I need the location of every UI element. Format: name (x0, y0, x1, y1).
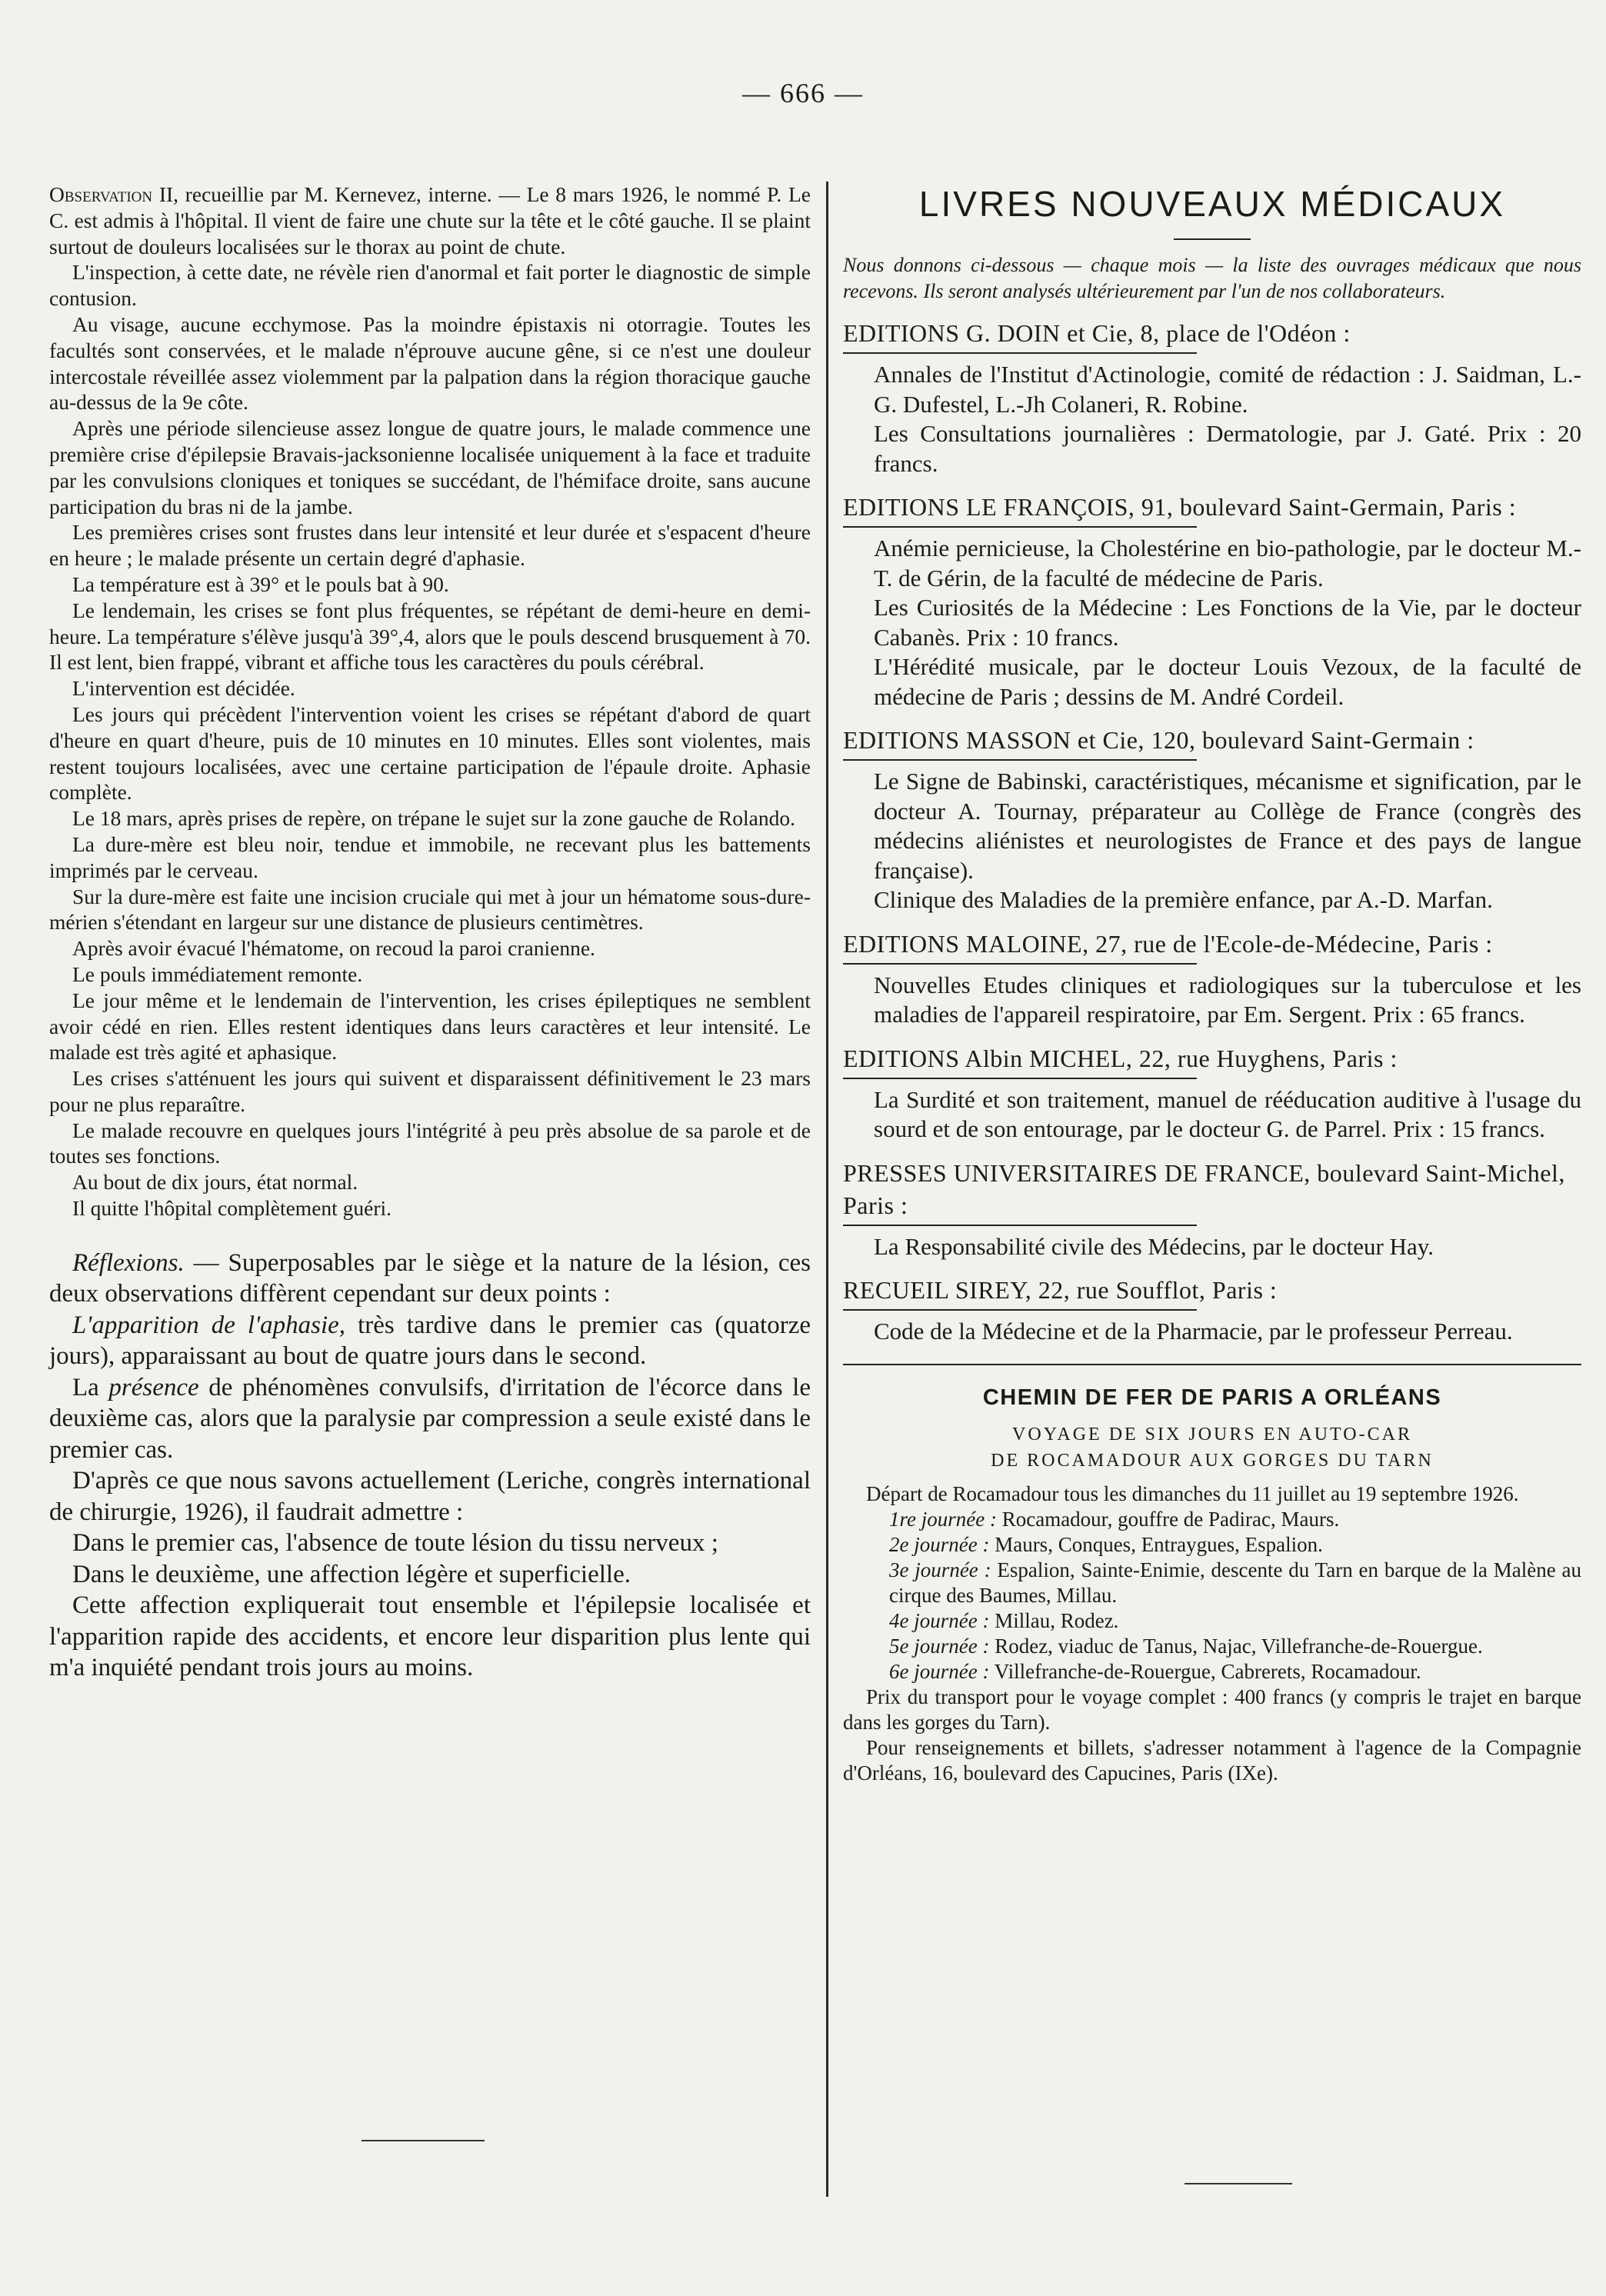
paragraph-text: Les crises s'atténuent les jours qui suivent et disparaissent définitivement le 23 mars pour ne plus reparaître. (49, 1066, 811, 1116)
book-entry: La Surdité et son traitement, manuel de rééducation auditive à l'usage du sourd et de son entourage, par le docteur G. de Parrel. Prix : 15 francs. (874, 1085, 1581, 1142)
reflexion-lead: Réflexions. (72, 1248, 185, 1277)
paragraph-text: Le 18 mars, après prises de repère, on trépane le sujet sur la zone gauche de Rolando. (72, 806, 795, 831)
paragraph-text: L'intervention est décidée. (72, 676, 295, 701)
left-column (49, 182, 811, 1684)
paragraph-text: Le pouls immédiatement remonte. (72, 961, 363, 986)
book-entry: Nouvelles Etudes cliniques et radiologiques sur la tuberculose et les maladies de l'appareil respiratoire, par Em. Sergent. Prix : 65 francs. (874, 971, 1581, 1028)
railway-title: CHEMIN DE FER DE PARIS A ORLÉANS (982, 1385, 1442, 1410)
day-text: Rodez, viaduc de Tanus, Najac, Villefranche-de-Rouergue. (989, 1634, 1483, 1658)
edition-publisher: EDITIONS LE FRANÇOIS, 91, boulevard Saint-Germain, Paris : (843, 493, 1517, 521)
railway-depart: Départ de Rocamadour tous les dimanches du 11 juillet au 19 septembre 1926. (866, 1481, 1519, 1505)
observation-paragraph (49, 988, 811, 1065)
editions-list (843, 317, 1581, 1347)
itinerary-day (843, 1507, 1581, 1532)
itinerary-day (843, 1532, 1581, 1558)
paragraph-text: Le jour même et le lendemain de l'intervention, les crises épileptiques ne semblent avoir cédé en rien. Elles restent identiques dans leurs caractères et leur intensité. Le malade est très agité et aphasique. (49, 988, 811, 1065)
observation-paragraph (49, 259, 811, 312)
edition-block (843, 491, 1581, 711)
railway-subtitle-2: DE ROCAMADOUR AUX GORGES DU TARN (991, 1450, 1434, 1471)
edition-block (843, 317, 1581, 478)
observation-paragraph (49, 1065, 811, 1118)
railway-advert (843, 1385, 1581, 1786)
observation-paragraph (49, 805, 811, 831)
publisher-underline (843, 1309, 1197, 1311)
observation-paragraph (49, 598, 811, 675)
observation-paragraph (49, 1195, 811, 1221)
observation-paragraph (49, 675, 811, 701)
day-label: 2e journée : (889, 1532, 990, 1556)
day-text: Espalion, Sainte-Enimie, descente du Tarn en barque de la Malène au cirque des Baumes, Millau. (889, 1558, 1582, 1607)
day-label: 5e journée : (889, 1634, 990, 1658)
paragraph-text: Après avoir évacué l'hématome, on recoud la paroi cranienne. (72, 936, 595, 961)
column-divider (826, 182, 828, 2197)
reflexion-text: Cette affection expliquerait tout ensemble et l'épilepsie localisée et l'apparition rapide des accidents, et encore leur disparition plus lente qui m'a inquiété pendant trois jours au moins. (49, 1591, 811, 1682)
reflexion-paragraph (49, 1528, 811, 1559)
paragraph-text: Au visage, aucune ecchymose. Pas la moindre épistaxis ni otorragie. Toutes les facultés sont conservées, et le malade n'éprouve aucune gêne, si ce n'est une douleur intercostale réveillée assez violemment par la palpation dans la région thoracique gauche au-dessus de la 9e côte. (49, 312, 811, 415)
publisher-underline (843, 963, 1197, 965)
book-entry: Clinique des Maladies de la première enfance, par A.-D. Marfan. (874, 886, 1493, 913)
reflexion-lead: présence (108, 1373, 199, 1401)
edition-publisher: EDITIONS MASSON et Cie, 120, boulevard Saint-Germain : (843, 726, 1474, 754)
book-entry: Annales de l'Institut d'Actinologie, comité de rédaction : J. Saidman, L.-G. Dufestel, L.-Jh Colaneri, R. Robine. (874, 361, 1581, 418)
paragraph-text: Il quitte l'hôpital complètement guéri. (72, 1196, 392, 1221)
paragraph-text: Les premières crises sont frustes dans leur intensité et leur durée et s'espacent d'heure en heure ; le malade présente un certain degré d'aphasie. (49, 520, 811, 571)
day-label: 6e journée : (889, 1659, 990, 1683)
edition-books (843, 1085, 1581, 1145)
paragraph-text: La dure-mère est bleu noir, tendue et immobile, ne recevant plus les battements imprimés par le cerveau. (49, 831, 811, 882)
reflexion-pre: La (72, 1373, 109, 1401)
edition-publisher: PRESSES UNIVERSITAIRES DE FRANCE, boulevard Saint-Michel, Paris : (843, 1158, 1565, 1219)
advert-divider (843, 1364, 1581, 1365)
section-intro: Nous donnons ci-dessous — chaque mois — la liste des ouvrages médicaux que nous recevons. Ils seront analysés ultérieurement par l'un de nos collaborateurs. (843, 254, 1581, 302)
publisher-underline (843, 352, 1197, 354)
end-rule-left (362, 2140, 485, 2141)
book-entry: Les Consultations journalières : Dermatologie, par J. Gaté. Prix : 20 francs. (874, 420, 1581, 477)
reflexion-text: très tardive dans le premier cas (quatorze jours), apparaissant au bout de quatre jours dans le second. (49, 1311, 811, 1371)
publisher-underline (843, 526, 1197, 528)
railway-renseignements: Pour renseignements et billets, s'adresser notamment à l'agence de la Compagnie d'Orléans, 16, boulevard des Capucines, Paris (IXe). (843, 1735, 1581, 1784)
railway-prix: Prix du transport pour le voyage complet : 400 francs (y compris le trajet en barque dans les gorges du Tarn). (843, 1685, 1581, 1734)
section-title: LIVRES NOUVEAUX MÉDICAUX (918, 184, 1506, 224)
reflexion-paragraph (49, 1465, 811, 1528)
day-label: 3e journée : (889, 1558, 991, 1581)
day-text: Villefranche-de-Rouergue, Cabrerets, Rocamadour. (989, 1659, 1421, 1683)
publisher-underline (843, 1078, 1197, 1079)
edition-block (843, 928, 1581, 1030)
reflexion-paragraph (49, 1590, 811, 1684)
reflexion-paragraph (49, 1559, 811, 1591)
railway-subtitle-1: VOYAGE DE SIX JOURS EN AUTO-CAR (1012, 1424, 1412, 1445)
observation-text (49, 182, 811, 1221)
day-label: 4e journée : (889, 1608, 990, 1632)
reflexion-text: Dans le deuxième, une affection légère et superficielle. (72, 1560, 631, 1588)
publisher-underline (843, 759, 1197, 761)
railway-body (843, 1481, 1581, 1786)
reflexion-paragraph (49, 1310, 811, 1372)
itinerary-day (843, 1558, 1581, 1608)
observation-paragraph (49, 312, 811, 415)
observation-paragraph (49, 415, 811, 519)
reflexions-text (49, 1248, 811, 1684)
edition-books (843, 1317, 1581, 1347)
itinerary-day (843, 1659, 1581, 1685)
observation-paragraph (49, 572, 811, 598)
edition-books (843, 1232, 1581, 1262)
day-text: Millau, Rodez. (989, 1608, 1119, 1632)
edition-books (843, 767, 1581, 915)
edition-block (843, 1157, 1581, 1262)
edition-publisher: EDITIONS G. DOIN et Cie, 8, place de l'Odéon : (843, 319, 1351, 347)
reflexion-lead: L'apparition de l'aphasie, (72, 1311, 346, 1339)
itinerary-day (843, 1608, 1581, 1634)
reflexion-text: D'après ce que nous savons actuellement (Leriche, congrès international de chirurgie, 1926), il faudrait admettre : (49, 1467, 811, 1526)
paragraph-text: La température est à 39° et le pouls bat à 90. (72, 572, 449, 596)
book-entry: L'Hérédité musicale, par le docteur Louis Vezoux, de la faculté de médecine de Paris ; dessins de M. André Cordeil. (874, 653, 1581, 710)
paragraph-text: Les jours qui précèdent l'intervention voient les crises se répétant d'abord de quart d'heure en quart d'heure, puis de 10 minutes en 10 minutes. Elles sont violentes, mais restent toujours localisées, avec une certaine participation de l'épaule droite. Aphasie complète. (49, 701, 811, 805)
title-rule (1174, 238, 1251, 240)
end-rule-right (1185, 2183, 1292, 2184)
book-entry: Les Curiosités de la Médecine : Les Fonctions de la Vie, par le docteur Cabanès. Prix : 10 francs. (874, 594, 1581, 651)
reflexion-text: de phénomènes convulsifs, d'irritation de l'écorce dans le deuxième cas, alors que la paralysie par compression a seule existé dans le premier cas. (49, 1373, 811, 1464)
observation-paragraph (49, 831, 811, 884)
observation-lead: Observation (49, 182, 153, 206)
itinerary-day (843, 1634, 1581, 1659)
right-column (843, 182, 1581, 1786)
reflexion-paragraph (49, 1248, 811, 1310)
edition-publisher: RECUEIL SIREY, 22, rue Soufflot, Paris : (843, 1276, 1278, 1304)
book-entry: Le Signe de Babinski, caractéristiques, mécanisme et signification, par le docteur A. Tournay, préparateur au Collège de France (congrès des médecins aliénistes et neurologistes de France et des pays de langue française). (874, 768, 1581, 884)
edition-block (843, 724, 1581, 915)
observation-paragraph (49, 935, 811, 961)
edition-publisher: EDITIONS MALOINE, 27, rue de l'Ecole-de-Médecine, Paris : (843, 929, 1493, 958)
day-text: Maurs, Conques, Entraygues, Espalion. (989, 1532, 1323, 1556)
paragraph-text: Après une période silencieuse assez longue de quatre jours, le malade commence une première crise d'épilepsie Bravais-jacksonienne localisée uniquement à la face et traduite par les convulsions cloniques et toniques se succédant, de l'hémiface droite, sans aucune participation du bras ni de la jambe. (49, 416, 811, 518)
day-text: Rocamadour, gouffre de Padirac, Maurs. (996, 1507, 1340, 1531)
paragraph-text: Le lendemain, les crises se font plus fréquentes, se répétant de demi-heure en demi-heure. La température s'élève jusqu'à 39°,4, alors que le pouls descend brusquement à 70. Il est lent, bien frappé, vibrant et affiche tous les caractères du pouls cérébral. (49, 598, 811, 675)
book-entry: Anémie pernicieuse, la Cholestérine en bio-pathologie, par le docteur M.-T. de Gérin, de la faculté de médecine de Paris. (874, 535, 1581, 591)
observation-paragraph (49, 701, 811, 805)
edition-block (843, 1274, 1581, 1347)
edition-books (843, 360, 1581, 478)
paragraph-text: L'inspection, à cette date, ne révèle rien d'anormal et fait porter le diagnostic de simple contusion. (49, 260, 811, 311)
paragraph-text: Au bout de dix jours, état normal. (72, 1170, 358, 1195)
itinerary-list (843, 1507, 1581, 1685)
page-number: — 666 — (742, 78, 864, 108)
observation-paragraph (49, 519, 811, 572)
book-entry: La Responsabilité civile des Médecins, par le docteur Hay. (874, 1232, 1434, 1260)
reflexion-text: — Superposables par le siège et la nature de la lésion, ces deux observations diffèrent cependant sur deux points : (49, 1248, 811, 1308)
observation-paragraph (49, 884, 811, 936)
observation-paragraph (49, 182, 811, 259)
reflexion-text: Dans le premier cas, l'absence de toute lésion du tissu nerveux ; (72, 1529, 718, 1558)
observation-paragraph (49, 1118, 811, 1170)
paragraph-text: Le malade recouvre en quelques jours l'intégrité à peu près absolue de sa parole et de toutes ses fonctions. (49, 1118, 811, 1168)
observation-paragraph (49, 961, 811, 988)
reflexion-paragraph (49, 1372, 811, 1466)
edition-books (843, 534, 1581, 711)
day-label: 1re journée : (889, 1507, 997, 1531)
edition-publisher: EDITIONS Albin MICHEL, 22, rue Huyghens, Paris : (843, 1044, 1398, 1072)
edition-books (843, 971, 1581, 1030)
paragraph-text: Sur la dure-mère est faite une incision cruciale qui met à jour un hématome sous-dure-mérien s'étendant en largeur sur une distance de plusieurs centimètres. (49, 884, 811, 935)
edition-block (843, 1042, 1581, 1145)
observation-paragraph (49, 1169, 811, 1195)
book-entry: Code de la Médecine et de la Pharmacie, par le professeur Perreau. (874, 1318, 1513, 1345)
publisher-underline (843, 1225, 1197, 1226)
paragraph-text: II, recueillie par M. Kernevez, interne. — Le 8 mars 1926, le nommé P. Le C. est admis à l'hôpital. Il vient de faire une chute sur la tête et le côté gauche. Il se plaint surtout de douleurs localisées sur le thorax au point de chute. (49, 182, 811, 258)
